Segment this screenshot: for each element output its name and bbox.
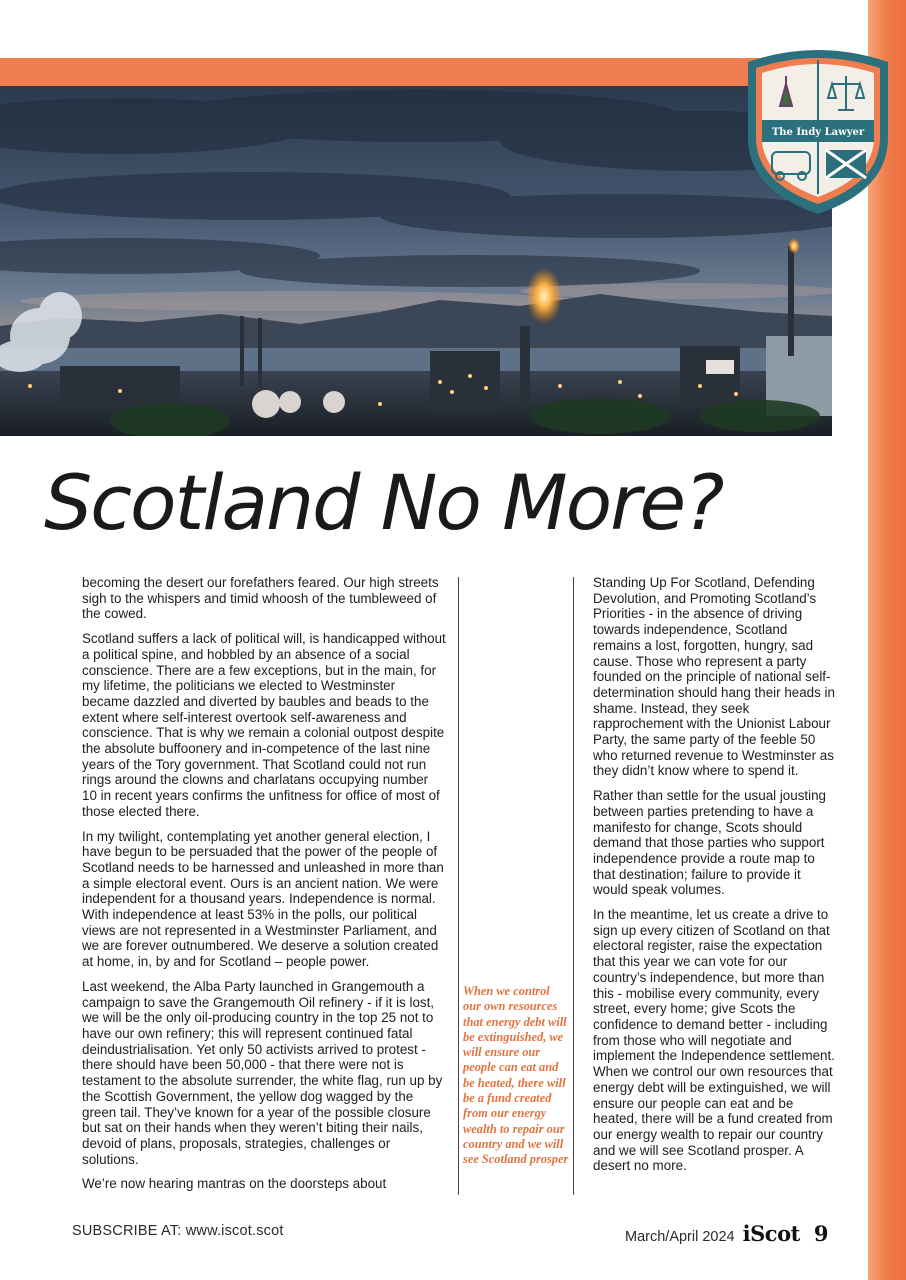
paragraph: In my twilight, contemplating yet another general election, I have begun to be persuaded that the power of the people of Scotland needs to be harnessed and unleashed in more than a simple electoral event. Ours is an ancient nation. We were independent for a thousand years. Independence is normal. With independence at least 53% in the polls, our political views are not represented in a Westminster Parliament, and we are forever outnumbered. We deserve a solution created at home, in, by and for Scotland – people power. [82, 828, 444, 970]
paragraph: In the meantime, let us create a drive to sign up every citizen of Scotland on that electoral register, raise the expectation that this year we can vote for our country’s independence, but more than this - mobilise every community, every street, every home; give Scots the confidence to demand better - including from those who will negotiate and implement the Independence settlement. When we control our own resources that energy debt will be extinguished, we will ensure our people can eat and be heated, there will be a fund created from our energy wealth to repair our country and we will see Scotland prosper. A desert no more. [593, 907, 835, 1174]
column-divider [458, 577, 459, 1195]
paragraph: becoming the desert our forefathers feared. Our high streets sigh to the whispers and timid whoosh of the tumbleweed of the cowed. [82, 575, 439, 622]
paragraph: Scotland suffers a lack of political will, is handicapped without a political spine, and hobbled by an absence of a social conscience. There are a few exceptions, but in the main, for my lifetime, the politicians we elected to Westminster became dazzled and diverted by baubles and beads to the extent where self-interest overtook self-awareness and conscience. That is why we remain a colonial outpost despite the absolute buffoonery and in-competence of the last nine years of the Tory government. That Scotland could not run rings around the clowns and charlatans occupying number 10 in recent years confirms the unfitness for office of most of those elected there. [82, 631, 446, 819]
article-column-left [82, 575, 446, 1201]
subscribe-line: SUBSCRIBE AT: www.iscot.scot [72, 1223, 284, 1239]
paragraph: Standing Up For Scotland, Defending Devolution, and Promoting Scotland’s Priorities - in the absence of driving towards independence, Scotland remains a lost, forgotten, hungry, sad cause. Those who represent a party founded on the principle of national self-determination should hang their heads in shame. Instead, they seek rapprochement with the Unionist Labour Party, the same party of the feeble 50 who returned revenue to Westminster as they didn’t know where to spend it. [593, 575, 835, 779]
issue-date: March/April 2024 [625, 1229, 735, 1245]
article-column-right [593, 575, 837, 1183]
column-divider [573, 577, 574, 1195]
paragraph: Rather than settle for the usual jousting between parties pretending to have a manifesto for change, Scots should demand that those parties who support independence provide a route map to that destination; failure to provide it would speak volumes. [593, 788, 826, 898]
article-headline: Scotland No More? [44, 458, 723, 547]
hero-photo-refinery-dusk [0, 86, 832, 436]
footer-issue-info [625, 1221, 828, 1246]
saltire-flag-icon [826, 150, 866, 178]
iscot-logo: iScot [742, 1221, 800, 1246]
top-accent-band [0, 58, 868, 86]
indy-lawyer-badge [740, 42, 896, 218]
pull-quote: When we control our own resources that energy debt will be extinguished, we will ensure our people can eat and be heated, there will be a fund created from our energy wealth to repair our country and we will see Scotland prosper [463, 984, 569, 1167]
paragraph: Last weekend, the Alba Party launched in Grangemouth a campaign to save the Grangemouth Oil refinery - if it is lost, we will be the only oil-producing country in the top 25 not to have our own refinery; this will represent continued fatal deindustrialisation. Yet only 50 activists arrived to protest - there should have been 50,000 - that there were not is testament to the absolute surrender, the white flag, run up by the Scottish Government, the yellow dog wagged by the green tail. They’ve known for a year of the possible closure but sat on their hands when they weren’t biting their nails, devoid of plans, proposals, strategies, challenges or solutions. [82, 978, 443, 1167]
badge-label: The Indy Lawyer [771, 127, 865, 138]
page-number: 9 [813, 1221, 829, 1246]
paragraph: We’re now hearing mantras on the doorsteps about [82, 1176, 387, 1192]
